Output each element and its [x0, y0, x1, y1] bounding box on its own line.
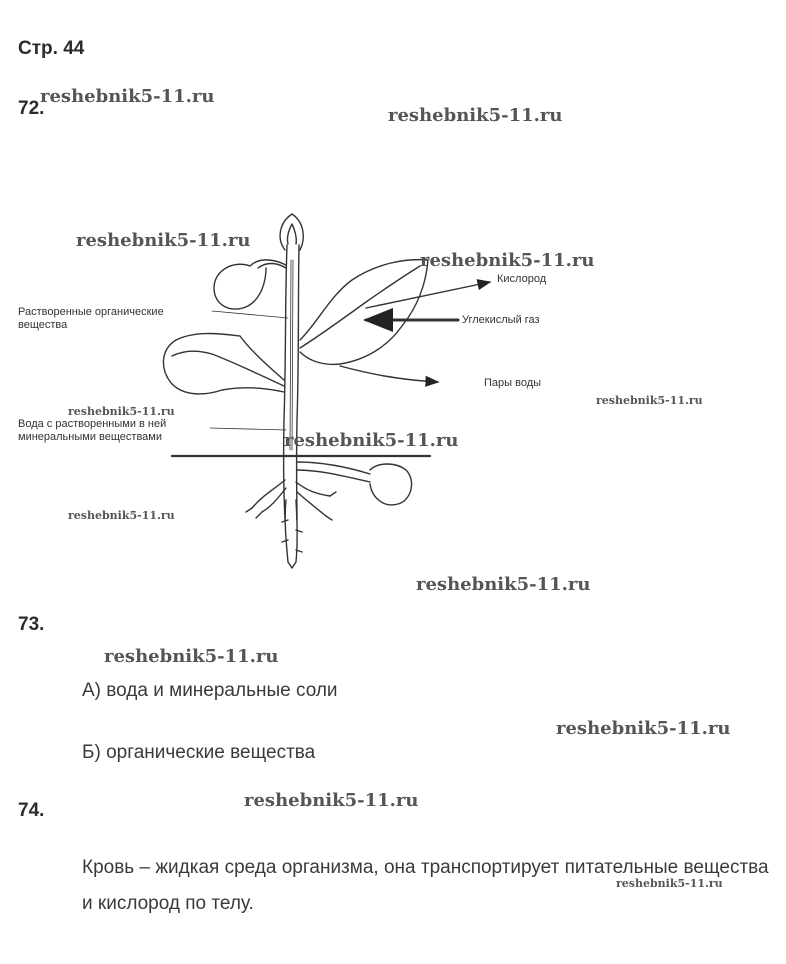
answer-74: Кровь – жидкая среда организма, она транспортирует питательные вещества и кислород по телу.	[82, 857, 769, 914]
label-organic-line2: вещества	[18, 319, 68, 331]
plant-transport-diagram	[0, 200, 786, 580]
watermark: reshebnik5-11.ru	[76, 230, 251, 251]
stem	[284, 245, 287, 520]
watermark: reshebnik5-11.ru	[68, 509, 175, 522]
label-water-line2: минеральными веществами	[18, 431, 162, 443]
watermark: reshebnik5-11.ru	[416, 574, 591, 595]
bud	[280, 214, 303, 250]
label-oxygen: Кислород	[497, 273, 547, 285]
watermark: reshebnik5-11.ru	[68, 405, 175, 418]
label-co2: Углекислый газ	[462, 314, 540, 326]
leaf-right	[300, 260, 428, 365]
page-title: Стр. 44	[18, 38, 85, 59]
pointer-organic	[212, 311, 288, 318]
watermark: reshebnik5-11.ru	[616, 877, 723, 890]
watermark: reshebnik5-11.ru	[596, 394, 703, 407]
arrow-oxygen	[366, 282, 490, 308]
question-number-74: 74.	[18, 800, 45, 821]
leaf-left	[163, 334, 284, 394]
answer-73-b: Б) органические вещества	[82, 742, 316, 763]
pointer-water	[210, 428, 286, 430]
watermark: reshebnik5-11.ru	[284, 430, 459, 451]
label-water-line1: Вода с растворенными в ней	[18, 418, 167, 430]
watermark: reshebnik5-11.ru	[244, 790, 419, 811]
branch-right	[297, 462, 370, 474]
watermark: reshebnik5-11.ru	[388, 105, 563, 126]
watermark: reshebnik5-11.ru	[556, 718, 731, 739]
question-number-72: 72.	[18, 98, 45, 119]
question-number-73: 73.	[18, 614, 45, 635]
roots	[252, 480, 330, 568]
answer-73-a: А) вода и минеральные соли	[82, 680, 338, 701]
leaf-upper-left	[214, 260, 286, 309]
watermark: reshebnik5-11.ru	[104, 646, 279, 667]
watermark: reshebnik5-11.ru	[40, 86, 215, 107]
leaf-lower-right	[370, 464, 412, 505]
label-vapor: Пары воды	[484, 377, 542, 389]
watermark: reshebnik5-11.ru	[420, 250, 595, 271]
label-organic-line1: Растворенные органические	[18, 306, 164, 318]
arrow-vapor	[340, 366, 438, 382]
